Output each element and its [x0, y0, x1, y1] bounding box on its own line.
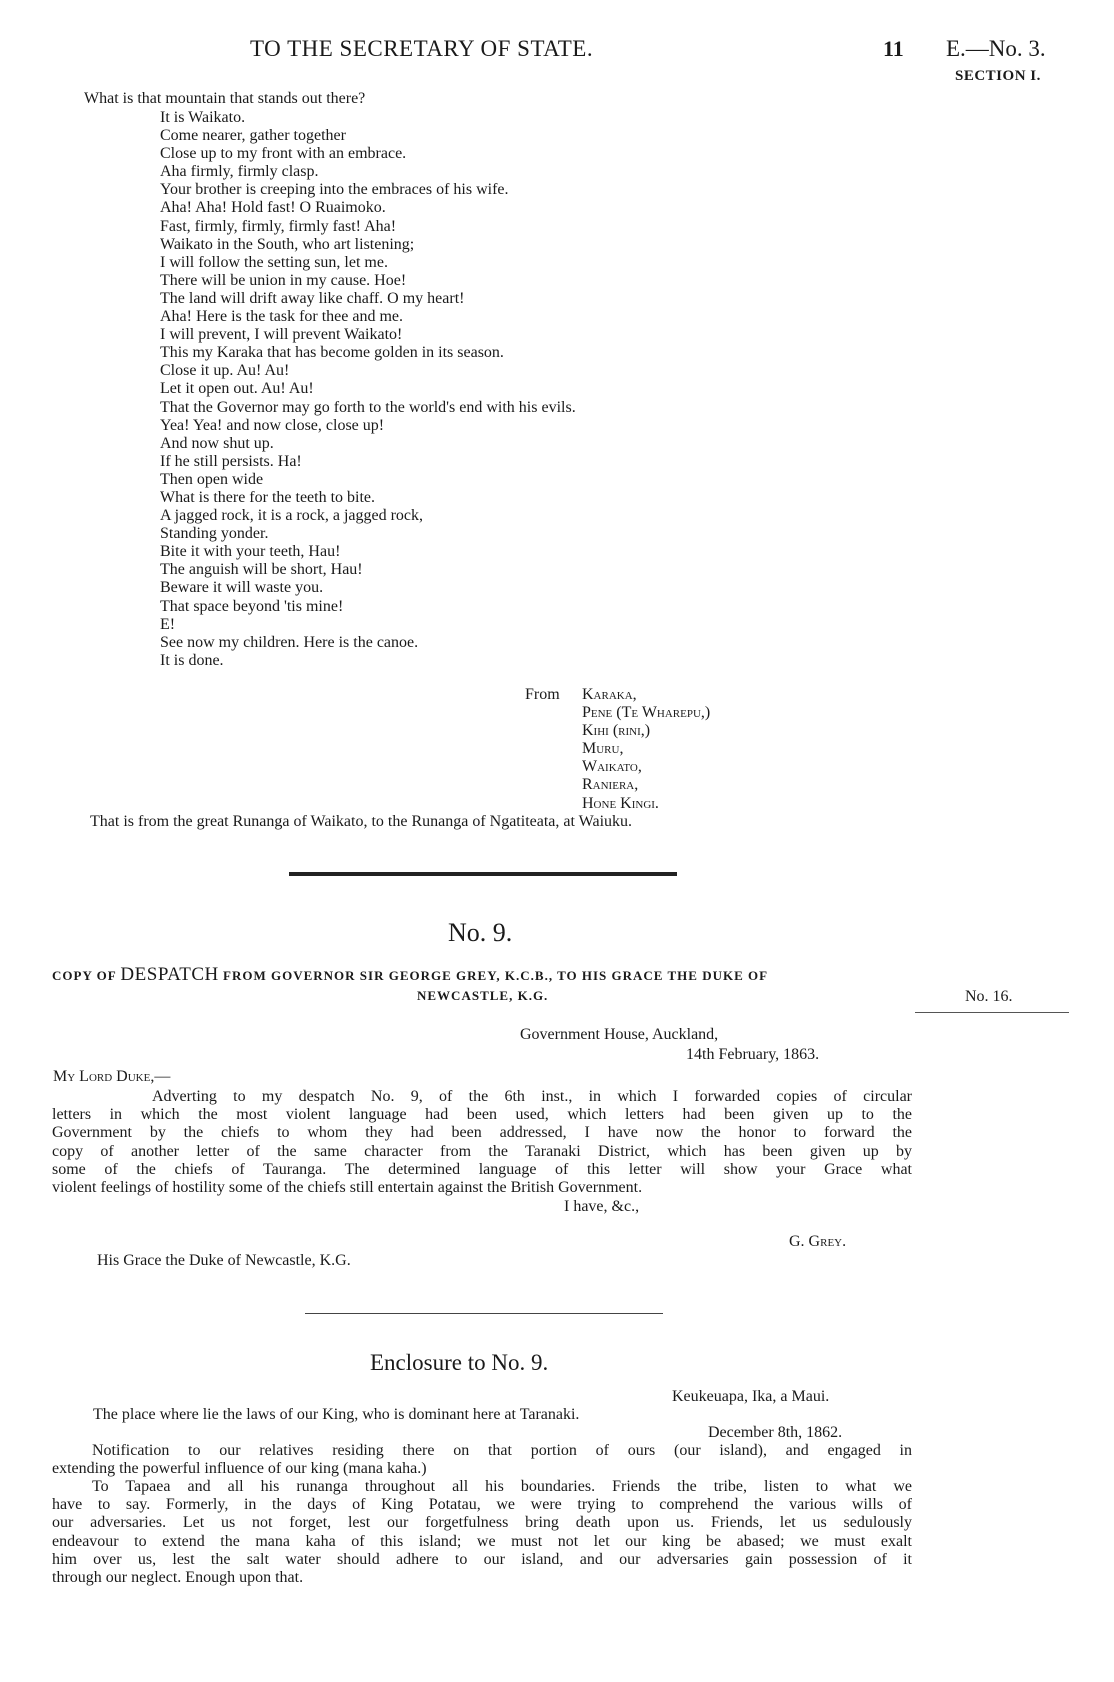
margin-reference: No. 16. [965, 988, 1013, 1005]
enclosure-paragraph-2 [52, 1478, 912, 1587]
poem-line: Let it open out. Au! Au! [160, 380, 314, 398]
poem-line: Standing yonder. [160, 525, 269, 543]
poem-closing: That is from the great Runanga of Waikato, to the Runanga of Ngatiteata, at Waiuku. [90, 813, 633, 830]
from-label: From [525, 686, 560, 703]
poem-line: There will be union in my cause. Hoe! [160, 271, 407, 289]
enclosure-paragraph-1 [52, 1442, 912, 1478]
poem-line: Yea! Yea! and now close, close up! [160, 416, 385, 434]
body-line: him over us, lest the salt water should adhere to our island, and our adversaries gain possession of it [52, 1550, 912, 1568]
page-number: 11 [883, 36, 904, 61]
signer-name: Karaka, [582, 686, 637, 703]
poem-line: The anguish will be short, Hau! [160, 561, 363, 579]
despatch-date: 14th February, 1863. [686, 1046, 820, 1063]
signer-name: Muru, [582, 740, 624, 758]
poem-line: What is there for the teeth to bite. [160, 488, 376, 506]
poem-line: I will prevent, I will prevent Waikato! [160, 326, 403, 344]
despatch-number: No. 9. [448, 918, 513, 947]
body-line: Adverting to my despatch No. 9, of the 6th inst., in which I forwarded copies of circular [152, 1088, 912, 1105]
body-line: through our neglect. Enough upon that. [52, 1568, 304, 1586]
poem-line: This my Karaka that has become golden in its season. [160, 344, 504, 362]
body-line: Notification to our relatives residing there on that portion of ours (our island), and engaged in [92, 1442, 912, 1459]
heading-rest: FROM GOVERNOR SIR GEORGE GREY, K.C.B., TO HIS GRACE THE DUKE OF [223, 968, 769, 983]
despatch-location: Government House, Auckland, [520, 1026, 719, 1043]
body-line: our adversaries. Let us not forget, lest our forgetfulness bring death upon us. Friends, let us sedulously [52, 1514, 912, 1532]
document-code: E.—No. 3. [946, 36, 1046, 61]
poem-line: Close it up. Au! Au! [160, 362, 290, 380]
despatch-heading-line2: NEWCASTLE, K.G. [417, 988, 549, 1003]
running-head-title: TO THE SECRETARY OF STATE. [250, 36, 594, 61]
poem-line: Aha firmly, firmly clasp. [160, 163, 319, 181]
poem-line: Beware it will waste you. [160, 579, 324, 597]
poem-lines [160, 109, 576, 670]
section-label: SECTION I. [955, 68, 1041, 84]
enclosure-place-line: The place where lie the laws of our King, who is dominant here at Taranaki. [93, 1406, 580, 1423]
poem-line: It is Waikato. [160, 109, 246, 126]
section-divider [289, 872, 677, 876]
poem-line: Come nearer, gather together [160, 127, 346, 145]
body-line: violent feelings of hostility some of the chiefs still entertain against the British Government. [52, 1178, 643, 1196]
signer-name: Pene (Te Wharepu,) [582, 704, 711, 722]
poem-line: Your brother is creeping into the embraces of his wife. [160, 181, 509, 199]
signer-name: Hone Kingi. [582, 794, 659, 812]
despatch-body [52, 1088, 912, 1197]
poem-line: Close up to my front with an embrace. [160, 145, 407, 163]
poem-intro: What is that mountain that stands out there? [84, 90, 366, 107]
poem-line: That space beyond 'tis mine! [160, 597, 344, 615]
signature: G. Grey. [789, 1233, 847, 1250]
despatch-heading [52, 964, 912, 986]
body-line: letters in which the most violent language had been used, which letters had been given up to the [52, 1106, 912, 1124]
body-line: some of the chiefs of Tauranga. The determined language of this letter will show your Grace what [52, 1160, 912, 1178]
margin-rule [915, 1012, 1069, 1013]
signer-name: Kihi (rini,) [582, 722, 651, 740]
signer-name: Waikato, [582, 758, 642, 776]
poem-line: Fast, firmly, firmly, firmly fast! Aha! [160, 217, 397, 235]
poem-line: I will follow the setting sun, let me. [160, 253, 388, 271]
body-line: To Tapaea and all his runanga throughout all his boundaries. Friends the tribe, listen to what we [92, 1478, 912, 1495]
body-line: copy of another letter of the same character from the Taranaki District, which has been given up by [52, 1142, 912, 1160]
poem-line: Waikato in the South, who art listening; [160, 235, 415, 253]
closing-formula: I have, &c., [564, 1198, 640, 1215]
poem-line: If he still persists. Ha! [160, 452, 302, 470]
body-line: extending the powerful influence of our king (mana kaha.) [52, 1460, 427, 1478]
poem-line: A jagged rock, it is a rock, a jagged rock, [160, 507, 424, 525]
poem-line: And now shut up. [160, 434, 274, 452]
signer-list [582, 686, 710, 813]
poem-line: Bite it with your teeth, Hau! [160, 543, 341, 561]
poem-line: It is done. [160, 651, 224, 669]
salutation: My Lord Duke,— [53, 1068, 171, 1085]
enclosure-title: Enclosure to No. 9. [370, 1350, 549, 1375]
heading-prefix: COPY OF [52, 968, 117, 983]
poem-line: Aha! Aha! Hold fast! O Ruaimoko. [160, 199, 386, 217]
body-line: endeavour to extend the mana kaha of this island; we must not let our king be abased; we must exalt [52, 1532, 912, 1550]
body-line: have to say. Formerly, in the days of King Potatau, we were trying to comprehend the various wills of [52, 1496, 912, 1514]
addressee: His Grace the Duke of Newcastle, K.G. [97, 1252, 351, 1269]
signer-name: Raniera, [582, 776, 639, 794]
heading-word: DESPATCH [120, 964, 219, 985]
poem-line: Aha! Here is the task for thee and me. [160, 308, 404, 326]
enclosure-date: December 8th, 1862. [708, 1424, 843, 1441]
poem-line: Then open wide [160, 470, 264, 488]
poem-line: The land will drift away like chaff. O my heart! [160, 289, 465, 307]
enclosure-location: Keukeuapa, Ika, a Maui. [672, 1388, 830, 1405]
section-divider-thin [305, 1313, 663, 1314]
poem-line: E! [160, 615, 176, 633]
body-line: Government by the chiefs to whom they had been addressed, I have now the honor to forward the [52, 1124, 912, 1142]
poem-line: See now my children. Here is the canoe. [160, 633, 419, 651]
poem-line: That the Governor may go forth to the world's end with his evils. [160, 398, 576, 416]
